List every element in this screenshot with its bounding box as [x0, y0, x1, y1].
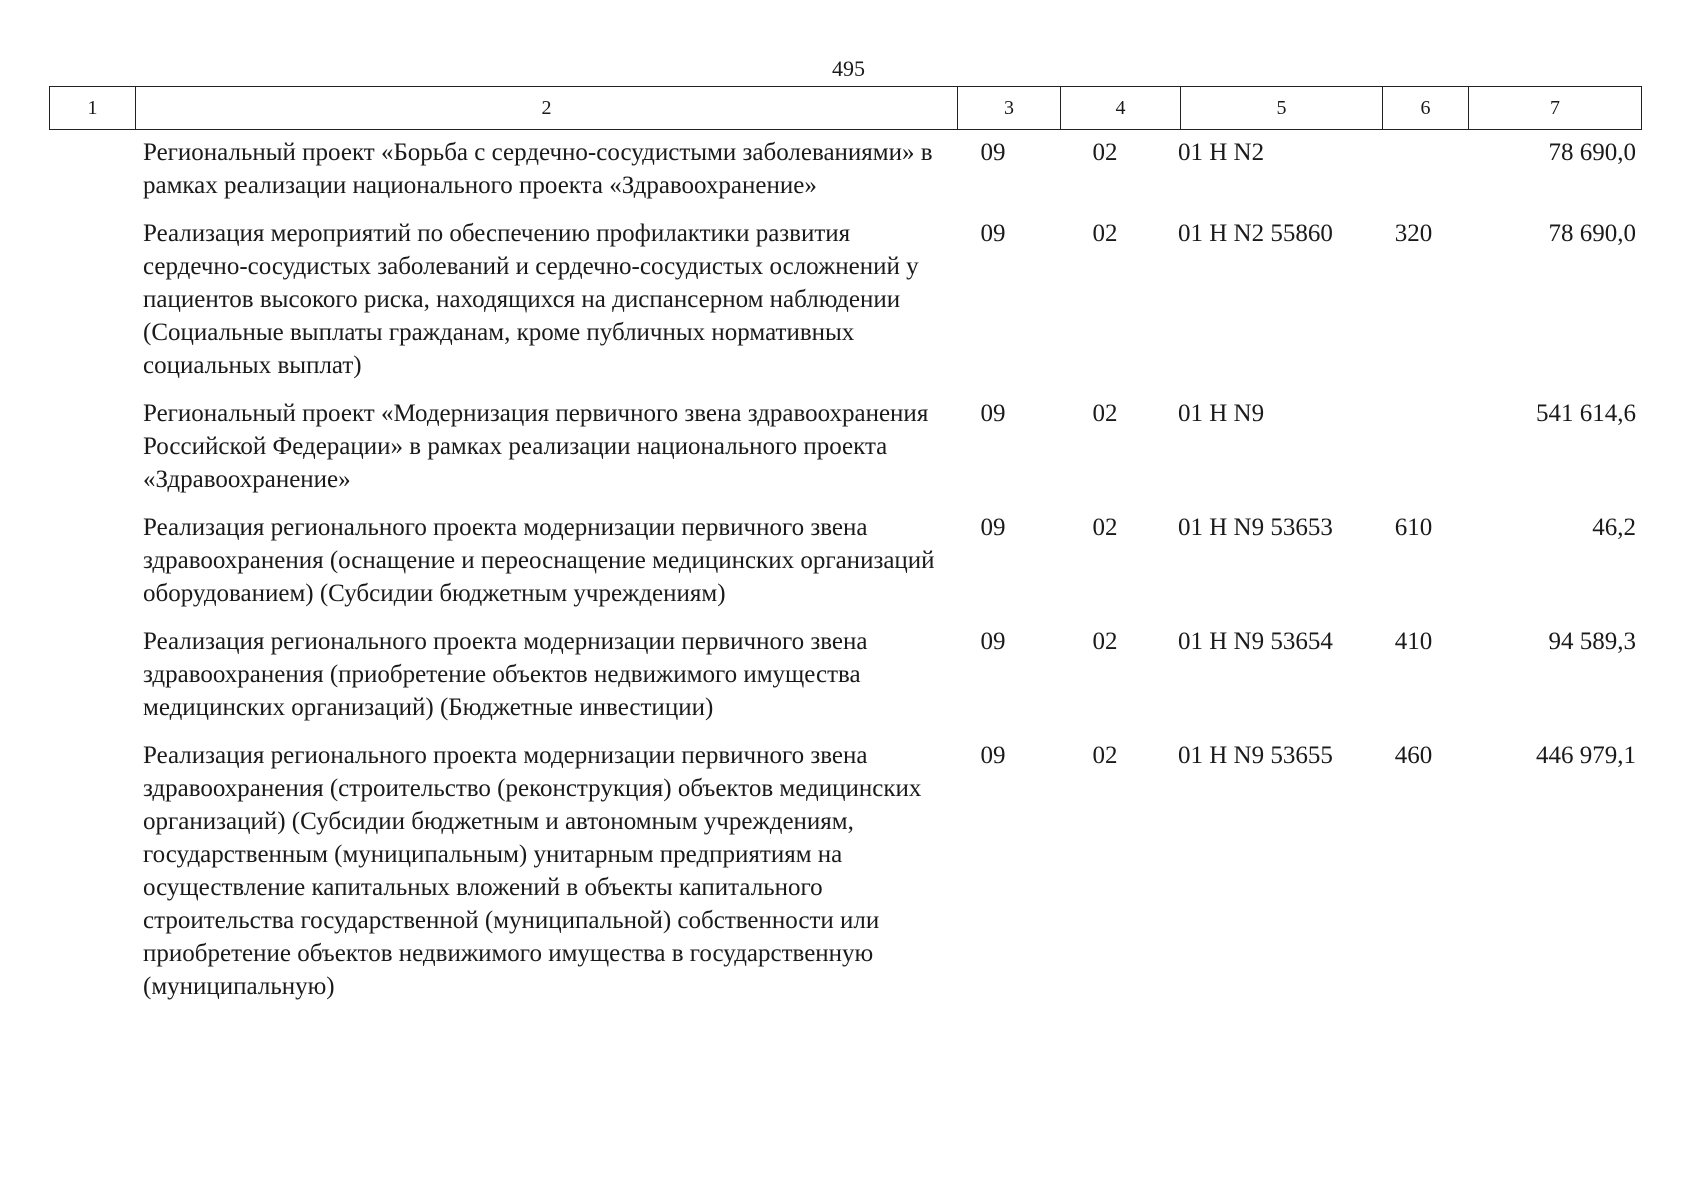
row-expense-type-code — [1373, 397, 1460, 496]
row-name: Региональный проект «Модернизация первичного звена здравоохранения Российской Федерации» в рамках реализации национального проекта «Здравоохранение» — [143, 400, 929, 493]
row-name: Реализация мероприятий по обеспечению профилактики развития сердечно-сосудистых заболеваний и сердечно-сосудистых осложнений у пациентов высокого риска, находящихся на диспансерном наблюдении (Социальные выплаты гражданам, кроме публичных нормативных социальных выплат) — [143, 220, 919, 379]
header-col-3: 3 — [958, 87, 1061, 130]
row-expense-type-code: 320 — [1394, 220, 1433, 247]
table-row — [49, 136, 1644, 202]
table-row — [49, 217, 1644, 382]
row-target-item-code: 01 Н N9 53653 — [1178, 514, 1333, 541]
row-subsection-code: 02 — [1092, 628, 1118, 655]
row-amount: 78 690,0 — [1548, 220, 1636, 247]
table-row — [49, 397, 1644, 496]
table-row — [49, 739, 1644, 1003]
row-amount: 78 690,0 — [1548, 139, 1636, 166]
row-number-cell — [49, 739, 135, 1003]
row-number-cell — [49, 136, 135, 202]
row-target-item-code: 01 Н N9 53654 — [1178, 628, 1333, 655]
row-section-code: 09 — [980, 628, 1006, 655]
table-row — [49, 625, 1644, 724]
row-target-item-code: 01 Н N2 55860 — [1178, 220, 1333, 247]
row-subsection-code: 02 — [1092, 139, 1118, 166]
row-subsection-code: 02 — [1092, 514, 1118, 541]
row-section-code: 09 — [980, 220, 1006, 247]
row-name: Реализация регионального проекта модернизации первичного звена здравоохранения (строительство (реконструкция) объектов медицинских организаций) (Субсидии бюджетным и автономным учреждениям, государственным (муниципальным) унитарным предприятиям на осуществление капитальных вложений в объекты капитального строительства государственной (муниципальной) собственности или приобретение объектов недвижимого имущества в государственную (муниципальную) — [143, 742, 922, 1000]
header-col-4: 4 — [1061, 87, 1181, 130]
row-number-cell — [49, 511, 135, 610]
header-col-5: 5 — [1181, 87, 1383, 130]
header-col-1: 1 — [50, 87, 136, 130]
row-subsection-code: 02 — [1092, 400, 1118, 427]
table-row — [49, 511, 1644, 610]
row-expense-type-code: 460 — [1394, 742, 1433, 769]
row-amount: 94 589,3 — [1548, 628, 1636, 655]
row-name: Региональный проект «Борьба с сердечно-сосудистыми заболеваниями» в рамках реализации национального проекта «Здравоохранение» — [143, 139, 933, 199]
row-amount: 46,2 — [1592, 514, 1636, 541]
header-col-2: 2 — [136, 87, 958, 130]
header-col-6: 6 — [1383, 87, 1469, 130]
row-section-code: 09 — [980, 742, 1006, 769]
row-name: Реализация регионального проекта модернизации первичного звена здравоохранения (приобретение объектов недвижимого имущества медицинских организаций) (Бюджетные инвестиции) — [143, 628, 868, 721]
row-name: Реализация регионального проекта модернизации первичного звена здравоохранения (оснащение и переоснащение медицинских организаций оборудованием) (Субсидии бюджетным учреждениям) — [143, 514, 935, 607]
row-expense-type-code: 610 — [1394, 514, 1433, 541]
table-body — [49, 136, 1644, 1018]
row-section-code: 09 — [980, 400, 1006, 427]
row-section-code: 09 — [980, 514, 1006, 541]
row-target-item-code: 01 Н N9 53655 — [1178, 742, 1333, 769]
row-expense-type-code — [1373, 136, 1460, 202]
row-section-code: 09 — [980, 139, 1006, 166]
row-target-item-code: 01 Н N9 — [1178, 400, 1265, 427]
header-col-7: 7 — [1469, 87, 1642, 130]
row-subsection-code: 02 — [1092, 742, 1118, 769]
row-number-cell — [49, 397, 135, 496]
row-amount: 446 979,1 — [1536, 742, 1636, 769]
column-header-table — [49, 86, 1642, 130]
row-number-cell — [49, 217, 135, 382]
row-number-cell — [49, 625, 135, 724]
row-amount: 541 614,6 — [1536, 400, 1636, 427]
row-subsection-code: 02 — [1092, 220, 1118, 247]
row-target-item-code: 01 Н N2 — [1178, 139, 1265, 166]
page-number: 495 — [832, 56, 865, 81]
header-row — [50, 87, 1642, 130]
row-expense-type-code: 410 — [1394, 628, 1433, 655]
